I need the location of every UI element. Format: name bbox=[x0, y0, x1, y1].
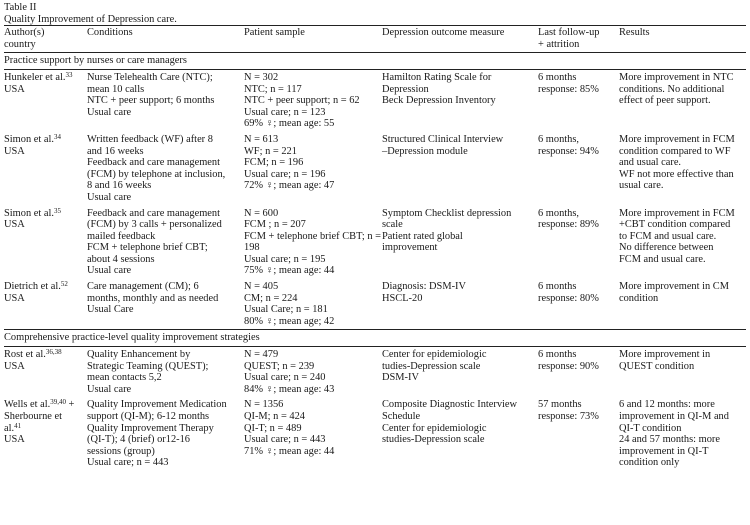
sample-cell: N = 1356 QI-M; n = 424 QI-T; n = 489 Usual care; n = 443 71% ♀; mean age: 44 bbox=[244, 399, 335, 457]
followup-cell: 6 months response: 90% bbox=[538, 347, 619, 398]
author-cell bbox=[4, 69, 87, 131]
author-ref: 34 bbox=[53, 132, 61, 141]
section-title: Practice support by nurses or care managers bbox=[4, 53, 746, 70]
author-ref: 36,38 bbox=[45, 348, 62, 357]
sample-cell: N = 479 QUEST; n = 239 Usual care; n = 240 84% ♀; mean age: 43 bbox=[244, 347, 382, 398]
conditions-cell: Care management (CM); 6 months, monthly and as needed Usual Care bbox=[87, 281, 219, 316]
conditions-cell: Nurse Telehealth Care (NTC); mean 10 calls NTC + peer support; 6 months Usual care bbox=[87, 69, 244, 131]
author-extra: Sherbourne et bbox=[4, 411, 62, 422]
measure-cell: Hamilton Rating Scale for Depression Beck Depression Inventory bbox=[382, 69, 538, 131]
author-country: USA bbox=[4, 292, 25, 304]
measure-cell: Structured Clinical Interview –Depression module bbox=[382, 133, 504, 157]
results-cell: More improvement in NTC conditions. No additional effect of peer support. bbox=[619, 69, 746, 131]
author-cell bbox=[4, 397, 87, 471]
measure-cell: Symptom Checklist depression scale Patient rated global improvement bbox=[382, 207, 512, 254]
header-row bbox=[4, 26, 746, 53]
results-cell: More improvement in FCM +CBT condition compared to FCM and usual care. No difference between FCM and usual care. bbox=[619, 207, 735, 265]
author-country: USA bbox=[4, 360, 25, 372]
author-country: USA bbox=[4, 145, 25, 157]
table-row bbox=[4, 69, 746, 131]
measure-cell: Composite Diagnostic Interview Schedule Center for epidemiologic studies-Depression scale bbox=[382, 399, 518, 446]
table-row bbox=[4, 132, 746, 206]
author-name: Simon et al. bbox=[4, 133, 54, 145]
author-cell bbox=[4, 206, 87, 280]
table-title: Quality Improvement of Depression care. bbox=[4, 13, 177, 25]
author-name: Rost et al. bbox=[4, 349, 46, 361]
followup-cell: 6 months, response: 94% bbox=[538, 133, 599, 157]
table-row bbox=[4, 279, 746, 330]
results-cell: More improvement in CM condition bbox=[619, 281, 729, 304]
author-name: Wells et al. bbox=[4, 399, 51, 411]
author-name: Dietrich et al. bbox=[4, 281, 61, 293]
author-cell bbox=[4, 279, 87, 330]
conditions-cell: Quality Enhancement by Strategic Teaming (QUEST); mean contacts 5,2 Usual care bbox=[87, 347, 244, 398]
quality-improvement-table bbox=[4, 26, 746, 471]
section-row bbox=[4, 53, 746, 70]
table-body bbox=[4, 53, 746, 471]
author-ref: 33 bbox=[65, 70, 73, 79]
sample-cell: N = 600 FCM ; n = 207 FCM + telephone brief CBT; n = 198 Usual care; n = 195 75% ♀; mean age: 44 bbox=[244, 207, 381, 277]
header-results: Results bbox=[619, 27, 650, 39]
author-ref: 52 bbox=[60, 280, 68, 289]
followup-cell: 57 months response: 73% bbox=[538, 399, 599, 422]
section-row bbox=[4, 330, 746, 347]
sample-cell: N = 302 NTC; n = 117 NTC + peer support; n = 62 Usual care; n = 123 69% ♀; mean age: 55 bbox=[244, 69, 382, 131]
sample-cell: N = 405 CM; n = 224 Usual Care; n = 181 80% ♀; mean age; 42 bbox=[244, 281, 335, 327]
author-country: USA bbox=[4, 434, 25, 446]
section-title: Comprehensive practice-level quality improvement strategies bbox=[4, 330, 746, 347]
results-cell: More improvement in QUEST condition bbox=[619, 347, 746, 398]
header-author: Author(s) country bbox=[4, 27, 45, 50]
results-cell: 6 and 12 months: more improvement in QI-M and QI-T condition 24 and 57 months: more improvement in QI-T condition only bbox=[619, 399, 729, 469]
conditions-cell: Quality Improvement Medication support (QI-M); 6-12 months Quality Improvement Therapy (QI-T); 4 (brief) or12-16 sessions (group) Usual care; n = 443 bbox=[87, 399, 227, 469]
author-ref: 35 bbox=[53, 206, 61, 215]
measure-cell: Diagnosis: DSM-IV HSCL-20 bbox=[382, 281, 466, 304]
measure-cell: Center for epidemiologic tudies-Depression scale DSM-IV bbox=[382, 347, 538, 398]
header-conditions: Conditions bbox=[87, 27, 133, 39]
sample-cell: N = 613 WF; n = 221 FCM; n = 196 Usual care; n = 196 72% ♀; mean age: 47 bbox=[244, 133, 335, 192]
header-measure: Depression outcome measure bbox=[382, 27, 505, 39]
author-cont: + bbox=[65, 399, 75, 411]
author-extra: al. bbox=[4, 422, 15, 434]
author-country: USA bbox=[4, 219, 25, 231]
header-followup: Last follow-up + attrition bbox=[538, 27, 600, 50]
author-ref: 41 bbox=[14, 421, 22, 430]
author-name: Simon et al. bbox=[4, 207, 54, 219]
table-label: Table II bbox=[4, 2, 37, 13]
author-country: USA bbox=[4, 83, 25, 95]
author-cell bbox=[4, 132, 87, 206]
conditions-cell: Feedback and care management (FCM) by 3 calls + personalized mailed feedback FCM + telephone brief CBT; about 4 sessions Usual care bbox=[87, 207, 222, 277]
author-cell bbox=[4, 347, 87, 398]
conditions-cell: Written feedback (WF) after 8 and 16 weeks Feedback and care management (FCM) by telephone at inclusion, 8 and 16 weeks Usual care bbox=[87, 133, 226, 203]
table-row bbox=[4, 397, 746, 471]
results-cell: More improvement in FCM condition compared to WF and usual care. WF not more effective than usual care. bbox=[619, 133, 735, 192]
table-row bbox=[4, 347, 746, 398]
author-name: Hunkeler et al. bbox=[4, 71, 66, 83]
document-page bbox=[4, 2, 746, 471]
followup-cell: 6 months response: 80% bbox=[538, 281, 599, 304]
table-row bbox=[4, 206, 746, 280]
header-sample: Patient sample bbox=[244, 27, 305, 39]
followup-cell: 6 months, response: 89% bbox=[538, 207, 599, 231]
followup-cell: 6 months response: 85% bbox=[538, 69, 619, 131]
author-ref: 39,40 bbox=[50, 398, 66, 407]
